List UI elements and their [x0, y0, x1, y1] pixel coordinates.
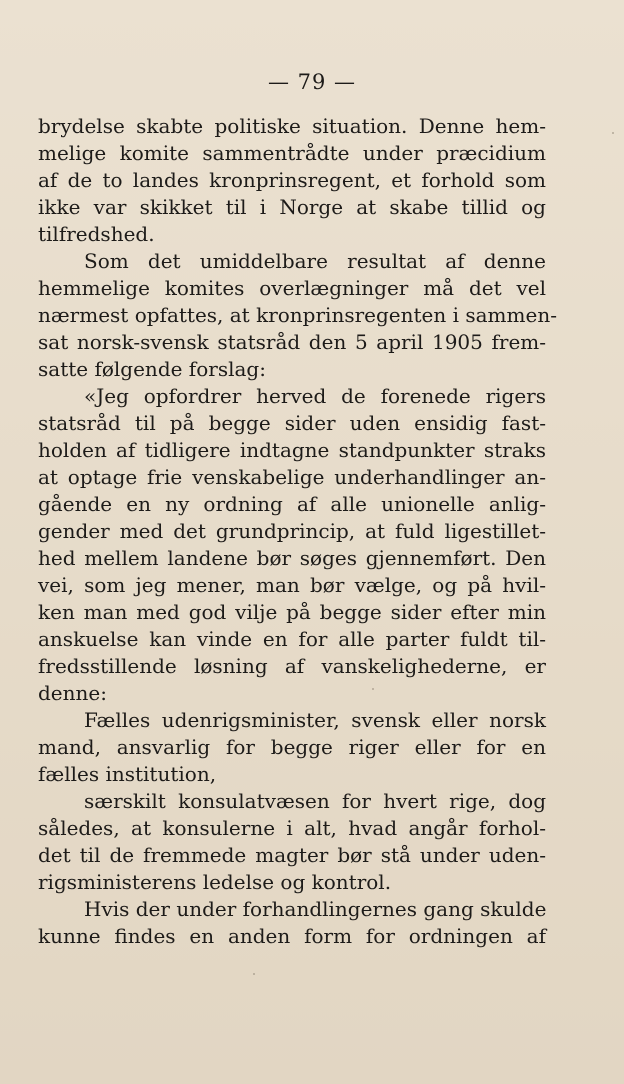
- text-line: hed mellem landene bør søges gjennemført. Den: [38, 546, 546, 570]
- text-line: holden af tidligere indtagne standpunkter straks: [38, 438, 546, 462]
- text-line: kunne findes en anden form for ordningen af: [38, 924, 546, 948]
- text-line: tilfredshed.: [38, 222, 155, 246]
- paper-speck: [372, 688, 374, 690]
- paper-speck: [612, 132, 614, 134]
- text-line: Som det umiddelbare resultat af denne: [84, 249, 546, 273]
- text-line: vei, som jeg mener, man bør vælge, og på hvil-: [38, 573, 546, 597]
- text-line: gender med det grundprincip, at fuld ligestillet-: [38, 519, 546, 543]
- text-line: fælles institution,: [38, 762, 217, 786]
- text-line: ikke var skikket til i Norge at skabe tillid og: [38, 195, 546, 219]
- text-line: Fælles udenrigsminister, svensk eller norsk: [84, 708, 546, 732]
- text-line: brydelse skabte politiske situation. Denne hem-: [38, 114, 546, 138]
- text-line: rigsministerens ledelse og kontrol.: [38, 870, 392, 894]
- text-line: mand, ansvarlig for begge riger eller for en: [38, 735, 546, 759]
- text-line: satte følgende forslag:: [38, 357, 266, 381]
- text-line: «Jeg opfordrer herved de forenede rigers: [84, 384, 546, 408]
- text-line: således, at konsulerne i alt, hvad angår forhol-: [38, 816, 546, 840]
- page-number: — 79 —: [267, 70, 357, 94]
- text-line: af de to landes kronprinsregent, et forhold som: [38, 168, 546, 192]
- text-line: anskuelse kan vinde en for alle parter fuldt til-: [38, 627, 546, 651]
- text-line: gående en ny ordning af alle unionelle anlig-: [38, 492, 546, 516]
- text-line: Hvis der under forhandlingernes gang skulde: [84, 897, 547, 921]
- text-line: ken man med god vilje på begge sider efter min: [38, 600, 546, 624]
- text-line: særskilt konsulatvæsen for hvert rige, dog: [84, 789, 546, 813]
- text-line: at optage frie venskabelige underhandlinger an-: [38, 465, 546, 489]
- text-line: hemmelige komites overlægninger må det vel: [38, 276, 546, 300]
- text-line: denne:: [38, 681, 107, 705]
- text-line: melige komite sammentrådte under præcidium: [38, 141, 546, 165]
- paper-speck: [253, 973, 255, 975]
- text-line: det til de fremmede magter bør stå under uden-: [38, 843, 546, 867]
- text-line: sat norsk-svensk statsråd den 5 april 1905 frem-: [38, 330, 546, 354]
- text-line: nærmest opfattes, at kronprinsregenten i sammen-: [38, 303, 557, 327]
- text-line: statsråd til på begge sider uden ensidig fast-: [38, 411, 546, 435]
- text-line: fredsstillende løsning af vanskelighederne, er: [38, 654, 546, 678]
- body-text: [38, 113, 557, 950]
